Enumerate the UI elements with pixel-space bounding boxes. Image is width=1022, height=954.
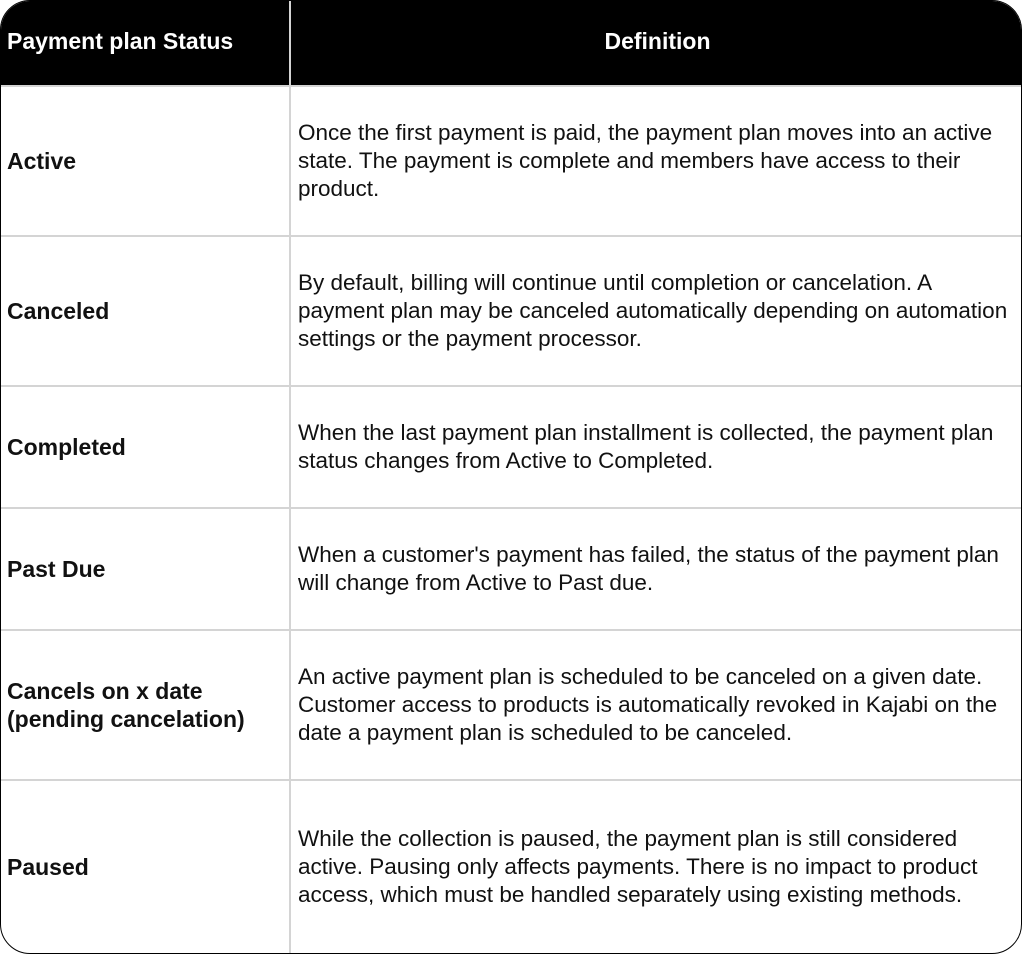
table-row <box>1 237 1021 387</box>
definition-cell: Once the first payment is paid, the payment plan moves into an active state. The payment is complete and members have access to their product. <box>298 120 993 201</box>
table-row <box>1 509 1021 631</box>
table-row <box>1 87 1021 237</box>
status-cell: Canceled <box>1 237 291 385</box>
definition-cell: When the last payment plan installment is collected, the payment plan status changes from Active to Completed. <box>298 420 994 473</box>
definition-cell: When a customer's payment has failed, the status of the payment plan will change from Active to Past due. <box>298 542 999 595</box>
status-cell: Paused <box>1 781 291 953</box>
table-row <box>1 631 1021 781</box>
status-cell: Past Due <box>1 509 291 629</box>
table-header-row <box>1 1 1021 87</box>
definition-cell: While the collection is paused, the payment plan is still considered active. Pausing only affects payments. There is no impact to product access, which must be handled separately using existing methods. <box>298 826 978 907</box>
status-cell: Cancels on x date (pending cancelation) <box>1 631 291 779</box>
header-definition: Definition <box>604 28 711 54</box>
definition-cell: By default, billing will continue until completion or cancelation. A payment plan may be canceled automatically depending on automation settings or the payment processor. <box>298 270 1008 351</box>
header-status: Payment plan Status <box>1 1 291 85</box>
definition-cell: An active payment plan is scheduled to be canceled on a given date. Customer access to products is automatically revoked in Kajabi on the date a payment plan is scheduled to be canceled. <box>298 664 998 745</box>
status-cell: Active <box>1 87 291 235</box>
status-cell: Completed <box>1 387 291 507</box>
table-row <box>1 781 1021 953</box>
table-row <box>1 387 1021 509</box>
